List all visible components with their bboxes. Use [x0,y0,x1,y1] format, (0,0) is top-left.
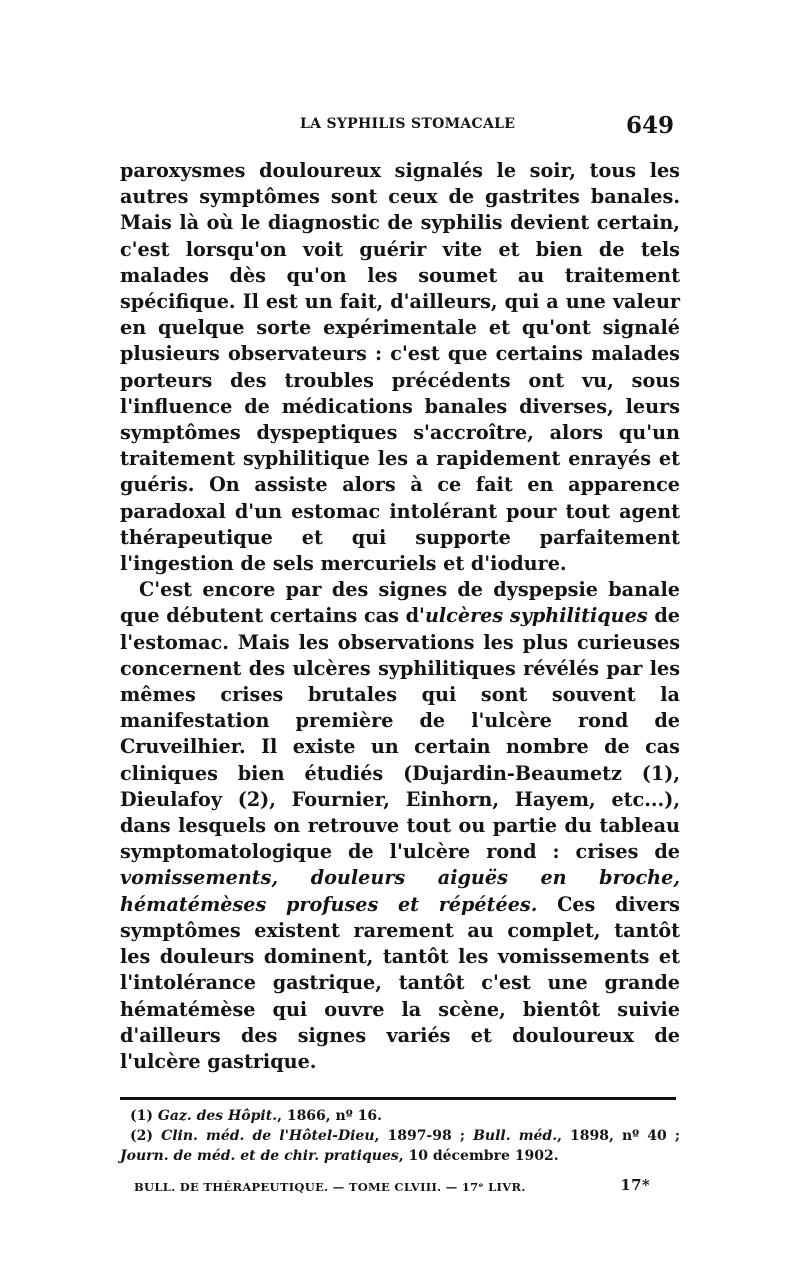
paragraph-2-part-a: C'est encore par des signes de dyspepsie banale que débutent certains cas d' [120,578,680,628]
footnotes [120,1106,680,1166]
footnote-2-number: (2) [130,1128,162,1145]
paragraph-1: paroxysmes douloureux signalés le soir, tous les autres symptômes sont ceux de gastrites banales. Mais là où le diagnostic de syphilis devient certain, c'est lorsqu'on voit guérir vite et bien de tels malades dès qu'on les soumet au traitement spécifique. Il est un fait, d'ailleurs, qui a une valeur en quelque sorte expérimentale et qu'ont signalé plusieurs observateurs : c'est que certains malades porteurs des troubles précédents ont vu, sous l'influence de médications banales diverses, leurs symptômes dyspeptiques s'accroître, alors qu'un traitement syphilitique les a rapidement enrayés et guéris. On assiste alors à ce fait en apparence paradoxal d'un estomac intolérant pour tout agent thérapeutique et qui supporte parfaitement l'ingestion de sels mercuriels et d'iodure. [120,159,680,576]
footnote-2 [120,1126,680,1166]
paragraph-2-emphasis-2: vomissements, douleurs aiguës en broche, hématémèses profuses et répétées. [120,866,680,916]
footnote-2-source-3: Journ. de méd. et de chir. pratiques [120,1148,399,1165]
footnote-2-source-1: Clin. méd. de l'Hôtel-Dieu [161,1128,375,1145]
paragraph-2-part-c: Ces divers symptômes existent rarement au complet, tantôt les douleurs dominent, tantôt les vomissements et l'intolérance gastrique, tantôt c'est une grande hématémèse qui ouvre la scène, bientôt suivie d'ailleurs des signes variés et douloureux de l'ulcère gastrique. [120,892,680,1073]
paragraph-2-emphasis-1: ulcères syphilitiques [424,604,648,628]
footnote-1-detail: , 1866, nº 16. [277,1108,382,1125]
footnote-1 [120,1106,680,1126]
body-text [120,158,680,1075]
signature-line [120,1174,680,1202]
footnote-rule [120,1097,676,1100]
page-number: 649 [625,112,674,139]
signature-mark: 17* [620,1176,650,1195]
footnote-2-detail-1: , 1897-98 ; [374,1128,474,1145]
signature-text: BULL. DE THÉRAPEUTIQUE. — TOME CLVIII. — 17ᵉ LIVR. [134,1180,526,1195]
running-title: LA SYPHILIS STOMACALE [300,116,516,132]
paragraph-2-part-b: de l'estomac. Mais les observations les plus curieuses concernent des ulcères syphilitiques révélés par les mêmes crises brutales qui sont souvent la manifestation première de l'ulcère rond de Cruveilhier. Il existe un certain nombre de cas cliniques bien étudiés (Dujardin-Beaumetz (1), Dieulafoy (2), Fournier, Einhorn, Hayem, etc...), dans lesquels on retrouve tout ou partie du tableau symptomatologique de l'ulcère rond : crises de [120,604,680,864]
footnote-1-number: (1) [130,1108,158,1125]
footnote-1-source: Gaz. des Hôpit. [157,1108,278,1125]
footnote-2-detail-2: , 1898, nº 40 ; [557,1128,680,1145]
page [120,112,680,1202]
paragraph-2 [120,577,680,1075]
footnote-2-detail-3: , 10 décembre 1902. [398,1148,559,1165]
footnote-2-source-2: Bull. méd. [473,1128,558,1145]
running-header [120,112,680,146]
